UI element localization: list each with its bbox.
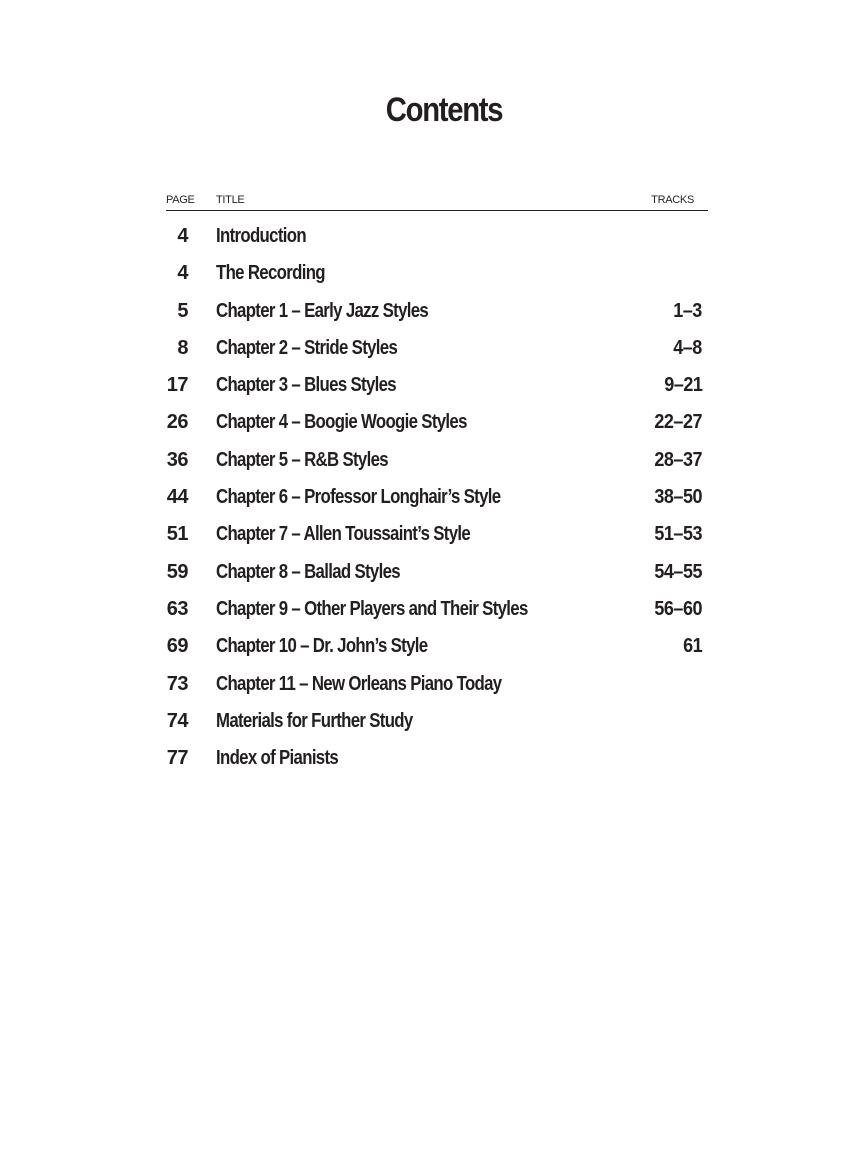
toc-entry-tracks: 28–37 <box>654 448 702 471</box>
toc-entry-page: 8 <box>177 336 188 359</box>
toc-entry-title: Chapter 7 – Allen Toussaint’s Style <box>216 523 471 546</box>
toc-entry-page: 44 <box>166 486 188 509</box>
toc-entry-tracks: 38–50 <box>654 486 702 509</box>
column-header-page: PAGE <box>166 194 195 206</box>
toc-entry-tracks: 22–27 <box>654 411 702 434</box>
toc-entry-page: 74 <box>166 709 188 732</box>
toc-entry <box>166 407 702 444</box>
toc-entry-tracks: 4–8 <box>673 336 702 359</box>
toc-entry <box>166 743 702 780</box>
toc-list <box>166 221 702 780</box>
toc-entry-tracks: 1–3 <box>673 299 702 322</box>
toc-entry-page: 77 <box>166 747 188 770</box>
toc-entry-page: 4 <box>177 225 188 247</box>
toc-entry-tracks: 9–21 <box>663 374 702 397</box>
toc-entry <box>166 669 702 706</box>
toc-entry-tracks: 61 <box>682 635 702 658</box>
toc-entry <box>166 296 702 333</box>
toc-entry <box>166 557 702 594</box>
column-header-tracks: TRACKS <box>651 194 694 206</box>
toc-entry-title: Chapter 10 – Dr. John’s Style <box>216 635 428 658</box>
toc-entry-title: Chapter 9 – Other Players and Their Styles <box>216 597 528 620</box>
page-title: Contents <box>385 91 503 129</box>
toc-entry-title: Materials for Further Study <box>216 709 413 732</box>
toc-entry-tracks: 54–55 <box>654 560 702 583</box>
toc-entry-title: Chapter 5 – R&B Styles <box>216 448 388 471</box>
toc-entry-page: 36 <box>166 448 188 471</box>
toc-entry-title: Chapter 2 – Stride Styles <box>216 336 398 359</box>
toc-entry-page: 26 <box>166 411 188 434</box>
column-header-title: TITLE <box>216 194 245 206</box>
toc-entry <box>166 258 702 295</box>
toc-entry-page: 4 <box>177 262 188 285</box>
toc-entry-title: Chapter 11 – New Orleans Piano Today <box>216 672 502 695</box>
toc-entry <box>166 370 702 407</box>
toc-entry <box>166 221 702 258</box>
toc-entry-tracks: 56–60 <box>654 597 702 620</box>
toc-entry-page: 17 <box>166 374 188 397</box>
toc-entry <box>166 706 702 743</box>
toc-entry-page: 69 <box>166 635 188 658</box>
toc-entry-page: 51 <box>166 523 188 546</box>
toc-entry-page: 63 <box>166 597 188 620</box>
toc-entry-title: Chapter 8 – Ballad Styles <box>216 560 400 583</box>
toc-entry-title: Chapter 6 – Professor Longhair’s Style <box>216 486 501 509</box>
toc-entry <box>166 594 702 631</box>
toc-entry <box>166 631 702 668</box>
toc-entry-page: 5 <box>177 299 188 322</box>
toc-entry <box>166 445 702 482</box>
toc-column-header <box>166 192 708 211</box>
toc-entry <box>166 519 702 556</box>
toc-entry-title: Introduction <box>216 225 306 247</box>
toc-entry-title: Chapter 3 – Blues Styles <box>216 374 396 397</box>
toc-entry-tracks: 51–53 <box>654 523 702 546</box>
toc-entry-title: Index of Pianists <box>216 747 339 770</box>
toc-entry-title: Chapter 1 – Early Jazz Styles <box>216 299 429 322</box>
toc-entry <box>166 333 702 370</box>
toc-entry-title: Chapter 4 – Boogie Woogie Styles <box>216 411 467 434</box>
toc-entry-page: 59 <box>166 560 188 583</box>
toc-entry-page: 73 <box>166 672 188 695</box>
toc-entry <box>166 482 702 519</box>
toc-entry-title: The Recording <box>216 262 325 285</box>
